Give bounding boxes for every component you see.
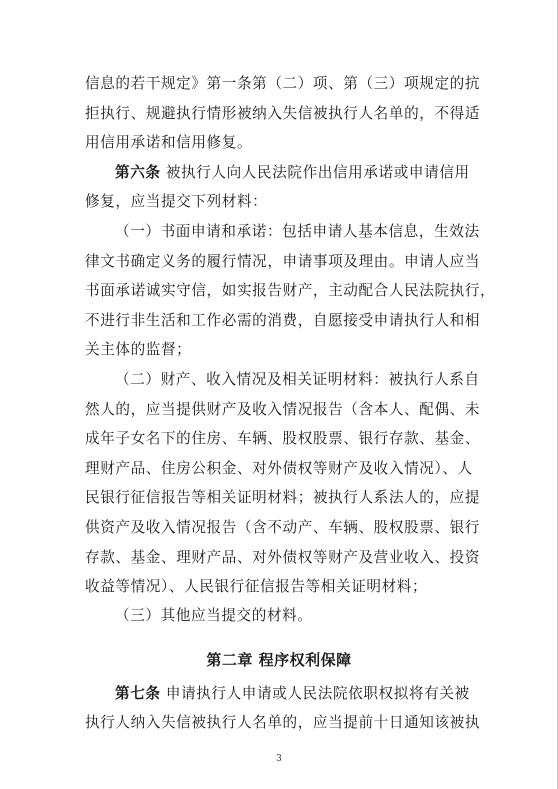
text-line: 申请执行人申请或人民法院依职权拟将有关被 bbox=[160, 685, 470, 702]
text-line: 用信用承诺和信用修复。 bbox=[85, 134, 253, 151]
text-line: （二）财产、收入情况及相关证明材料：被执行人系自 bbox=[115, 371, 480, 388]
text-line: 修复，应当提交下列材料： bbox=[85, 193, 268, 210]
text-line: 律文书确定义务的履行情况，申请事项及理由。申请人应当 bbox=[85, 253, 481, 270]
text-line: 理财产品、住房公积金、对外债权等财产及收入情况）、人 bbox=[85, 460, 473, 477]
text-line: 收益等情况）、人民银行征信报告等相关证明材料； bbox=[85, 578, 428, 595]
page-number: 3 bbox=[276, 754, 282, 764]
text-line: 供资产及收入情况报告（含不动产、车辆、股权股票、银行 bbox=[85, 519, 481, 536]
chapter-title: 第二章 程序权利保障 bbox=[206, 651, 352, 669]
text-line: 书面承诺诚实守信，如实报告财产，主动配合人民法院执行， bbox=[85, 282, 496, 299]
text-line: 关主体的监督； bbox=[85, 341, 192, 358]
text-line: 被执行人向人民法院作出信用承诺或申请信用 bbox=[160, 164, 470, 181]
text-line: 存款、基金、理财产品、对外债权等财产及营业收入、投资 bbox=[85, 549, 481, 566]
article-6-first-line bbox=[115, 163, 500, 183]
text-line: 然人的，应当提供财产及收入情况报告（含本人、配偶、未 bbox=[85, 401, 481, 418]
article-7-heading: 第七条 bbox=[115, 685, 161, 702]
text-line: （一）书面申请和承诺：包括申请人基本信息，生效法 bbox=[115, 223, 480, 240]
text-line: 信息的若干规定》第一条第（二）项、第（三）项规定的抗 bbox=[85, 75, 481, 92]
text-line: 执行人纳入失信被执行人名单的，应当提前十日通知该被执 bbox=[85, 714, 481, 731]
text-line: 不进行非生活和工作必需的消费，自愿接受申请执行人和相 bbox=[85, 312, 481, 329]
article-7-first-line bbox=[115, 684, 500, 704]
text-line: 成年子女名下的住房、车辆、股权股票、银行存款、基金、 bbox=[85, 430, 481, 447]
article-6-heading: 第六条 bbox=[115, 164, 161, 181]
text-line: （三）其他应当提交的材料。 bbox=[115, 607, 313, 624]
text-line: 拒执行、规避执行情形被纳入失信被执行人名单的，不得适 bbox=[85, 105, 481, 122]
text-line: 民银行征信报告等相关证明材料；被执行人系法人的，应提 bbox=[85, 489, 481, 506]
